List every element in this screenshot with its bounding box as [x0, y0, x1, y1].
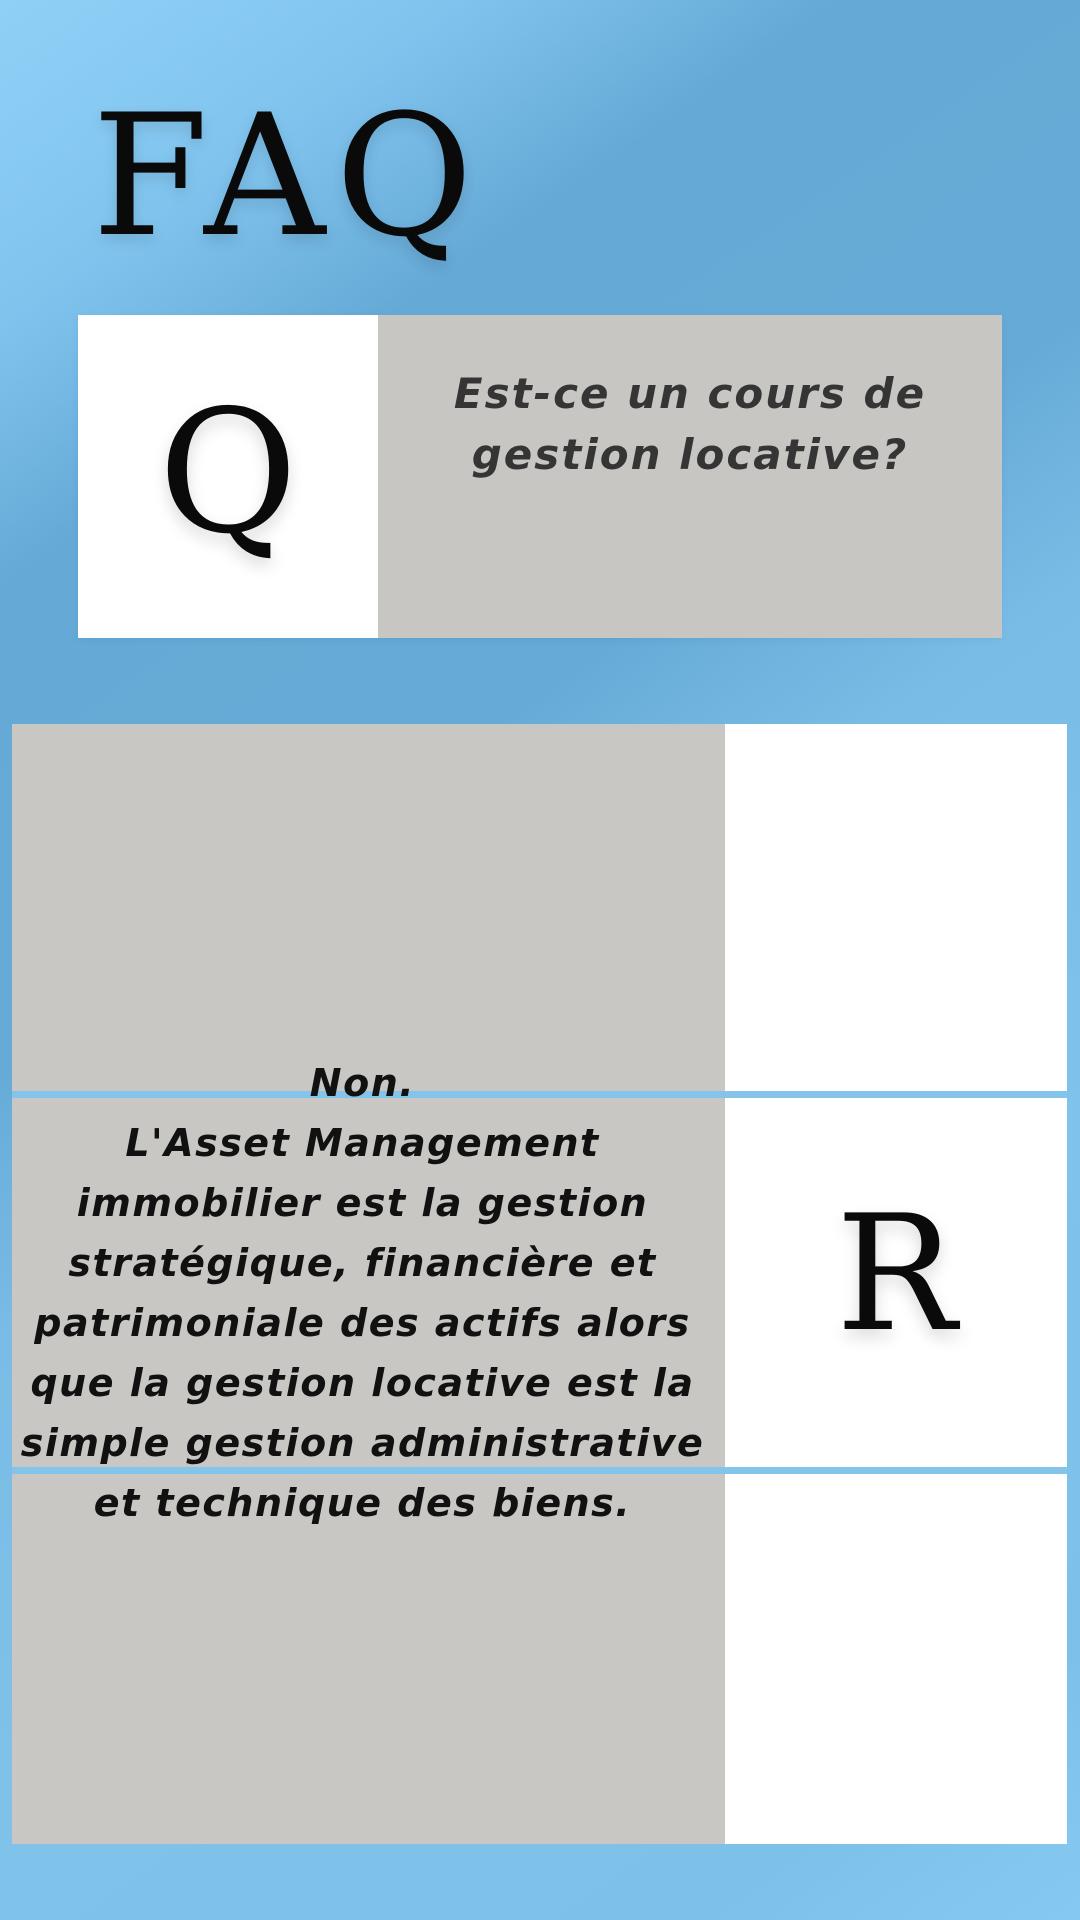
question-card — [78, 315, 1002, 638]
answer-line: et technique des biens. — [93, 1481, 632, 1525]
answer-text — [0, 1053, 725, 1533]
answer-letter-box — [725, 724, 1067, 1844]
answer-line: immobilier est la gestion — [76, 1181, 649, 1225]
faq-title: FAQ — [92, 78, 484, 274]
answer-letter: R — [835, 1180, 957, 1367]
question-letter-box — [78, 315, 378, 638]
question-text-box — [378, 315, 1002, 638]
answer-line: simple gestion administrative — [20, 1421, 705, 1465]
answer-line: stratégique, financière et — [68, 1241, 657, 1285]
answer-line: patrimoniale des actifs alors — [34, 1301, 691, 1345]
question-line: gestion locative? — [471, 430, 909, 479]
question-letter: Q — [158, 373, 298, 572]
answer-line: L'Asset Management — [125, 1121, 600, 1165]
answer-line: que la gestion locative est la — [30, 1361, 695, 1405]
question-text — [378, 363, 1002, 485]
answer-line: Non. — [309, 1061, 416, 1105]
question-line: Est-ce un cours de — [453, 369, 927, 418]
